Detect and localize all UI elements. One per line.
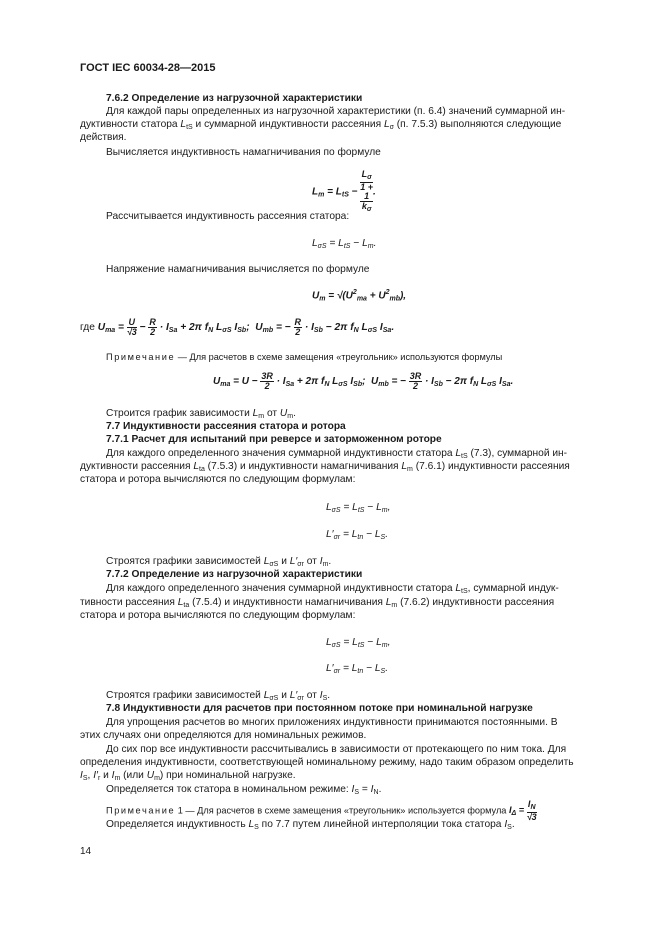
paragraph-line: определения индуктивности, соответствующей номинальному режиму, надо таким образом определить — [80, 757, 574, 768]
paragraph-line: статора и ротора вычисляются по следующим формулам: — [80, 610, 356, 621]
formula-lm: $L_m = L_{tS}$ − $L_\sigma$ 1 + 1 $k_\sigma$ . — [312, 169, 376, 213]
paragraph-line: Определяется ток статора в номинальном режиме: $I_S = I_N$. — [106, 784, 382, 796]
section-heading-7-7-1: 7.7.1 Расчет для испытаний при реверсе и заторможенном роторе — [106, 434, 442, 445]
paragraph-line: Для каждой пары определенных из нагрузочной характеристики (п. 6.4) значений суммарной ин- — [106, 106, 566, 117]
paragraph-line: Строится график зависимости $L_m$ от $U_m$. — [106, 408, 296, 420]
paragraph-line: Строятся графики зависимостей $L_{\sigma S}$ и $L'_{\sigma r}$ от $I_S$. — [106, 690, 331, 702]
note-1: Примечание — Для расчетов в схеме замещения «треугольник» используются формулы — [106, 352, 503, 362]
paragraph-line: $I_S$, $I'_r$ и $I_m$ (или $U_m$) при номинальной нагрузке. — [80, 770, 296, 782]
paragraph-line: статора и ротора вычисляются по следующим формулам: — [80, 474, 356, 485]
section-heading-7-6-2: 7.6.2 Определение из нагрузочной характеристики — [106, 93, 363, 104]
paragraph-line: Определяется индуктивность $L_S$ по 7.7 путем линейной интерполяции тока статора $I_S$. — [106, 819, 515, 831]
section-heading-7-7-2: 7.7.2 Определение из нагрузочной характеристики — [106, 569, 363, 580]
formula-lsigma-r: $L'_{\sigma r} = L_{tn} - L_S$. — [326, 529, 389, 541]
paragraph-line: этих случаях они определяются для номинальных режимов. — [80, 730, 367, 741]
paragraph-line: Строятся графики зависимостей $L_{\sigma S}$ и $L'_{\sigma r}$ от $I_m$. — [106, 556, 332, 568]
paragraph-line: Для каждого определенного значения суммарной индуктивности статора $L_{tS}$ (7.3), суммарной ин- — [106, 448, 568, 460]
section-heading-7-7: 7.7 Индуктивности рассеяния статора и ротора — [106, 421, 346, 432]
paragraph-line: Для каждого определенного значения суммарной индуктивности статора $L_{tS}$, суммарной индук- — [106, 583, 559, 595]
paragraph-line: Напряжение намагничивания вычисляется по формуле — [106, 264, 370, 275]
section-heading-7-8: 7.8 Индуктивности для расчетов при постоянном потоке при номинальной нагрузке — [106, 703, 533, 714]
paragraph-line: дуктивности рассеяния $L_{ta}$ (7.5.3) и индуктивности намагничивания $L_m$ (7.6.1) индуктивности рассеяния — [80, 461, 570, 473]
formula-triangle: $U_{ma} = U$ − $\frac{3R}{2}$ · $I_{Sa} + 2\pi$ $f_N$ $L_{\sigma S}$ $I_{Sb}$; $U_{mb}$ = − $\frac{3R}{2}$ · $I_{Sb} - 2\pi$ $f_N$ $L_{\sigma S}$ $I_{Sa}$. — [213, 371, 514, 391]
paragraph-line: дуктивности статора $L_{tS}$ и суммарной индуктивности рассеяния $L_\sigma$ (п. 7.5.3) выполняются следующие — [80, 119, 562, 131]
where-clause: где $U_{ma}$ = $\frac{U}{√3}$ − $\frac{R}{2}$ · $I_{Sa} + 2\pi$ $f_N$ $L_{\sigma S}$ $I_{Sb}$; $U_{mb}$ = − $\frac{R}{2}$ · $I_{Sb} - 2\pi$ $f_N$ $L_{\sigma S}$ $I_{Sa}$. — [80, 317, 395, 337]
paragraph-line: Рассчитывается индуктивность рассеяния статора: — [106, 211, 350, 222]
paragraph-line: Для упрощения расчетов во многих приложениях индуктивности принимаются постоянными. В — [106, 717, 558, 728]
formula-lsigma-s: $L_{\sigma S} = L_{tS} - L_m$. — [312, 238, 377, 250]
formula-lsigma-r: $L'_{\sigma r} = L_{tn} - L_S$. — [326, 663, 389, 675]
paragraph-line: действия. — [80, 132, 127, 143]
paragraph-line: Вычисляется индуктивность намагничивания по формуле — [106, 147, 381, 158]
paragraph-line: До сих пор все индуктивности рассчитывались в зависимости от протекающего по ним тока. Для — [106, 744, 567, 755]
formula-lsigma-s: $L_{\sigma S} = L_{tS} - L_m$, — [326, 502, 391, 514]
formula-lsigma-s: $L_{\sigma S} = L_{tS} - L_m$, — [326, 637, 391, 649]
paragraph-line: тивности рассеяния $L_{ta}$ (7.5.4) и индуктивности намагничивания $L_m$ (7.6.2) индуктивности рассеяния — [80, 597, 555, 609]
document-header: ГОСТ IEC 60034-28—2015 — [80, 62, 216, 74]
page-number: 14 — [80, 846, 92, 857]
note-2: Примечание 1 — Для расчетов в схеме замещения «треугольник» используется формула $I_\Delta$ = $\frac{I_N}{√3}$ — [106, 799, 537, 822]
formula-um: $U_m = √(U^2_{ma} + U^2_{mb})$, — [312, 289, 407, 303]
